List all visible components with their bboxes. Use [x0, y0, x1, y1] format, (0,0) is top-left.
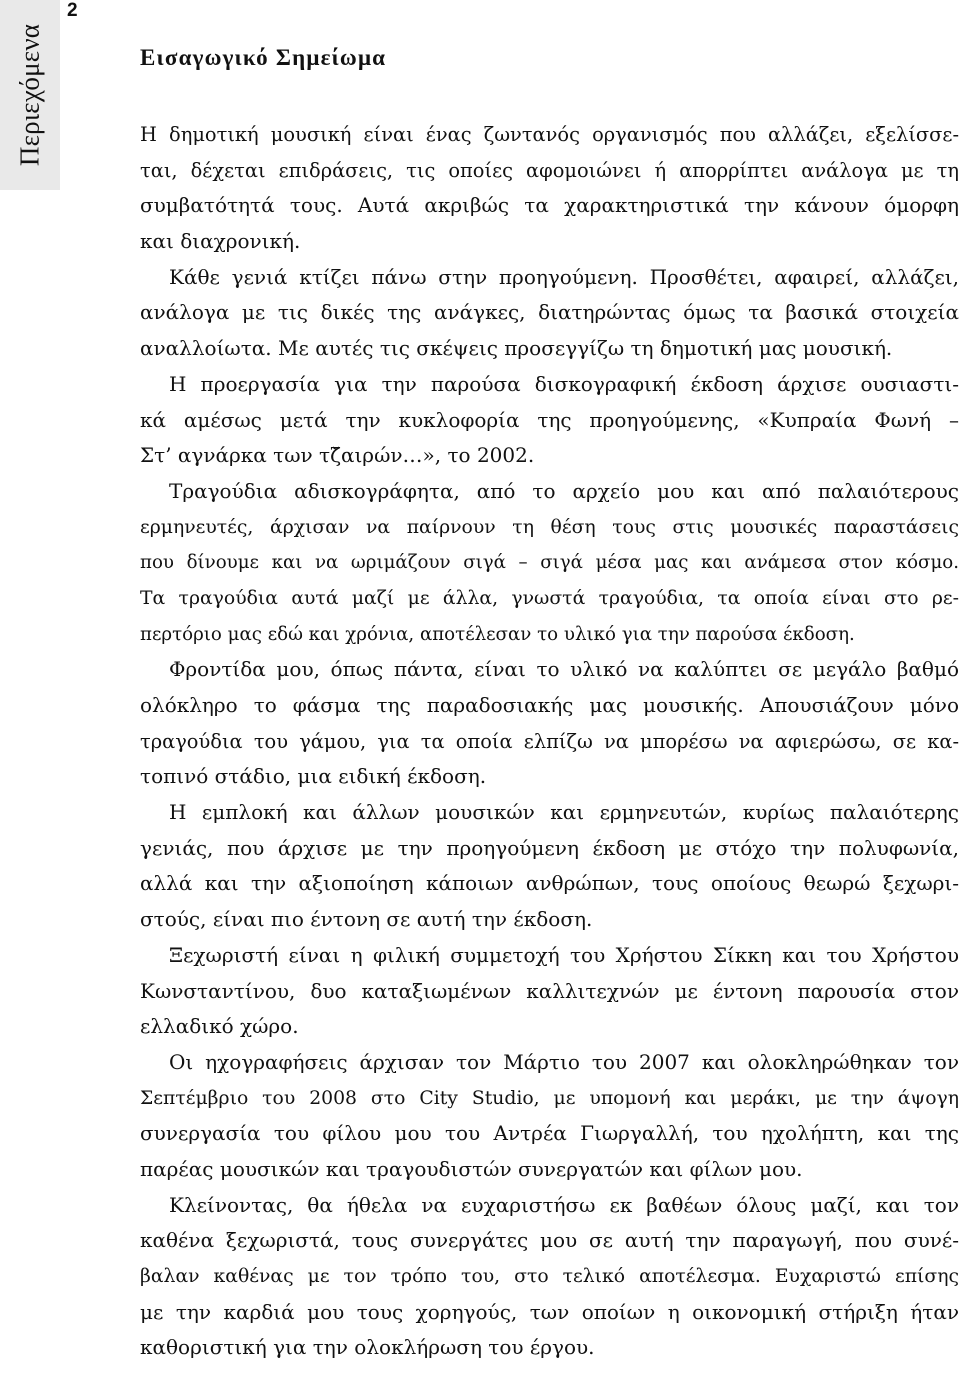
- text-line: καθοριστική για την ολοκλήρωση του έργου.: [140, 1335, 595, 1360]
- text-line: Η προεργασία για την παρούσα δισκογραφική έκδοση άρχισε ουσιαστι-: [169, 371, 959, 396]
- text-line: ελλαδικό χώρο.: [140, 1014, 299, 1039]
- page-number: 2: [67, 0, 78, 21]
- text-line: Η δημοτική μουσική είναι ένας ζωντανός οργανισμός που αλλάζει, εξελίσσε-: [140, 123, 959, 146]
- text-line: καθένα ξεχωριστά, τους συνεργάτες μου σε αυτή την παραγωγή, που συνέ-: [140, 1228, 959, 1253]
- text-line: που δίνουμε και να ωριμάζουν σιγά – σιγά μέσα μας και ανάμεσα στον κόσμο.: [140, 552, 959, 574]
- text-line: Η εμπλοκή και άλλων μουσικών και ερμηνευτών, κυρίως παλαιότερης: [169, 800, 959, 825]
- text-line: με την καρδιά μου τους χορηγούς, των οποίων η οικονομική στήριξη ήταν: [140, 1299, 959, 1324]
- page-title: Εισαγωγικό Σημείωμα: [140, 45, 387, 70]
- side-tab: [0, 0, 60, 190]
- text-line: και διαχρονική.: [140, 229, 301, 254]
- text-line: συνεργασία του φίλου μου του Αντρέα Γιωργαλλή, του ηχολήπτη, και της: [140, 1121, 959, 1146]
- text-line: Κάθε γενιά κτίζει πάνω στην προηγούμενη. Προσθέτει, αφαιρεί, αλλάζει,: [169, 264, 959, 289]
- text-line: συμβατότητά τους. Αυτά ακριβώς τα χαρακτηριστικά την κάνουν όμορφη: [140, 193, 959, 218]
- body-text: [140, 117, 959, 1366]
- text-line: Τραγούδια αδισκογράφητα, από το αρχείο μου και από παλαιότερους: [169, 478, 959, 503]
- text-line: ται, δέχεται επιδράσεις, τις οποίες αφομοιώνει ή απορρίπτει ανάλογα με τη: [140, 158, 959, 182]
- text-line: Τα τραγούδια αυτά μαζί με άλλα, γνωστά τραγούδια, τα οποία είναι στο ρε-: [140, 587, 959, 609]
- text-line: τοπινό στάδιο, μια ειδική έκδοση.: [140, 764, 487, 789]
- text-line: γενιάς, που άρχισε με την προηγούμενη έκδοση με στόχο την πολυφωνία,: [140, 835, 959, 860]
- text-line: βαλαν καθένας με τον τρόπο του, στο τελικό αποτέλεσμα. Ευχαριστώ επίσης: [140, 1266, 959, 1287]
- text-line: ερμηνευτές, άρχισαν να παίρνουν τη θέση τους στις μουσικές παραστάσεις: [140, 516, 959, 538]
- text-line: Κλείνοντας, θα ήθελα να ευχαριστήσω εκ βαθέων όλους μαζί, και τον: [169, 1192, 959, 1217]
- text-line: κά αμέσως μετά την κυκλοφορία της προηγούμενης, «Κυπραία Φωνή –: [140, 407, 959, 432]
- side-label-contents: Περιεχόμενα: [14, 23, 45, 167]
- text-line: ολόκληρο το φάσμα της παραδοσιακής μας μουσικής. Απουσιάζουν μόνο: [140, 693, 959, 717]
- text-line: τραγούδια του γάμου, για τα οποία ελπίζω να μπορέσω να αφιερώσω, σε κα-: [140, 729, 959, 753]
- text-line: αναλλοίωτα. Με αυτές τις σκέψεις προσεγγίζω τη δημοτική μας μουσική.: [140, 336, 893, 361]
- text-line: αλλά και την αξιοποίηση κάποιων ανθρώπων, τους οποίους θεωρώ ξεχωρι-: [140, 871, 959, 896]
- text-line: στούς, είναι πιο έντονη σε αυτή την έκδοση.: [140, 907, 593, 932]
- text-line: περτόριο μας εδώ και χρόνια, αποτέλεσαν το υλικό για την παρούσα έκδοση.: [140, 623, 855, 645]
- text-line: Σεπτέμβριο του 2008 στο City Studio, με υπομονή και μεράκι, με την άψογη: [140, 1087, 959, 1109]
- text-line: Οι ηχογραφήσεις άρχισαν τον Μάρτιο του 2007 και ολοκληρώθηκαν τον: [169, 1049, 959, 1074]
- text-line: ανάλογα με τις δικές της ανάγκες, διατηρώντας όμως τα βασικά στοιχεία: [140, 300, 959, 325]
- text-line: Φροντίδα μου, όπως πάντα, είναι το υλικό να καλύπτει σε μεγάλο βαθμό: [169, 657, 959, 682]
- text-line: Στ’ αγνάρκα των τζ̆αιρών…», το 2002.: [140, 443, 535, 468]
- text-line: Κωνσταντίνου, δυο καταξιωμένων καλλιτεχνών με έντονη παρουσία στον: [140, 978, 959, 1003]
- text-line: παρέας μουσικών και τραγουδιστών συνεργατών και φίλων μου.: [140, 1156, 803, 1181]
- text-line: Ξεχωριστή είναι η φιλική συμμετοχή του Χρήστου Σίκκη και του Χρήστου: [169, 942, 959, 967]
